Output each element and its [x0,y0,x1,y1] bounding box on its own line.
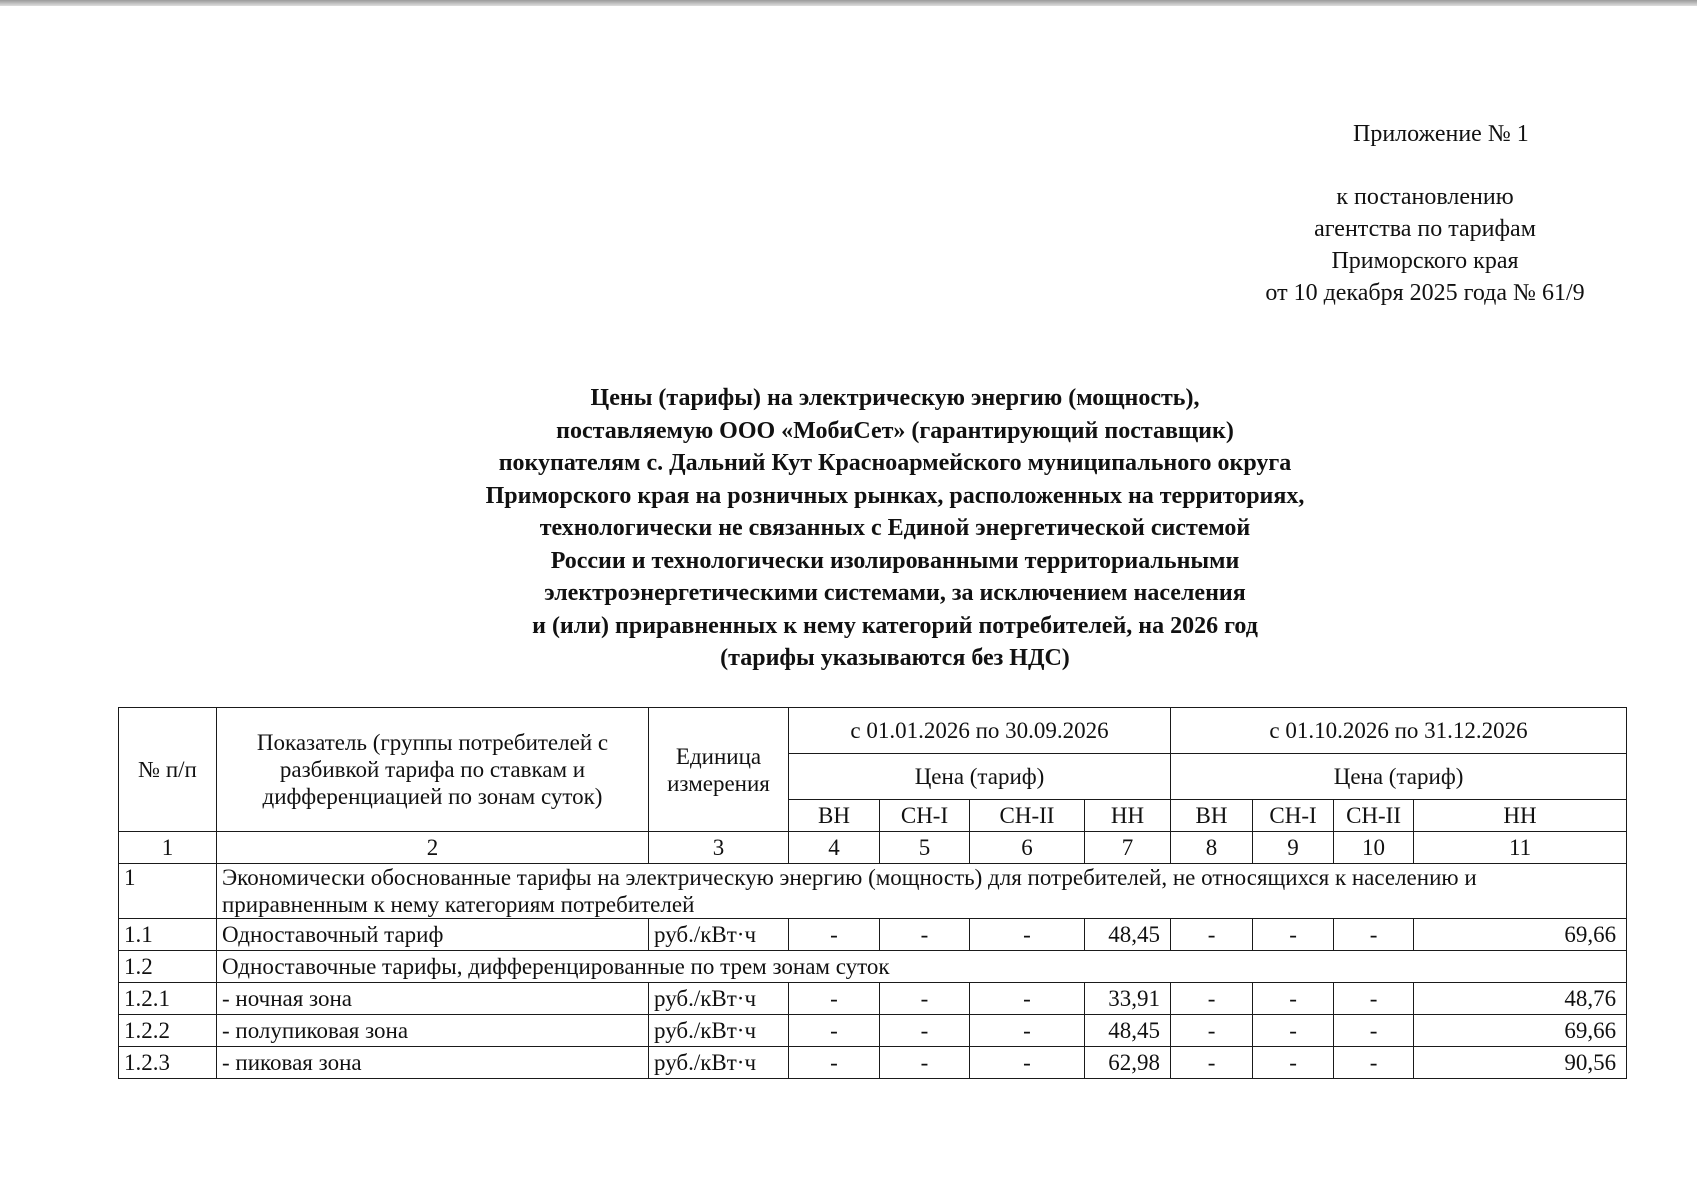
header-price-1: Цена (тариф) [789,754,1171,800]
row-value: 69,66 [1414,1015,1627,1047]
tariff-table [118,707,1627,1079]
title-line: Цены (тарифы) на электрическую энергию (мощность), [590,385,1200,411]
column-number: 6 [970,832,1085,864]
row-value: - [1334,983,1414,1015]
header-unit: Единица измерения [649,708,789,832]
header-level: СН-I [880,800,970,832]
table-row [119,919,1627,951]
header-level: НН [1414,800,1627,832]
column-number-row [119,832,1627,864]
row-value: - [1253,1015,1334,1047]
row-num: 1.2 [119,951,217,983]
row-value: - [789,1015,880,1047]
row-value: - [880,1015,970,1047]
title-line: и (или) приравненных к нему категорий потребителей, на 2026 год [532,612,1258,639]
column-number: 1 [119,832,217,864]
title-line: (тарифы указываются без НДС) [720,645,1070,671]
row-value: 48,76 [1414,983,1627,1015]
row-unit: руб./кВт·ч [649,1047,789,1079]
header-level: ВН [1171,800,1253,832]
row-value: - [1171,919,1253,951]
title-line: покупателям с. Дальний Кут Красноармейского муниципального округа [498,450,1292,476]
column-number: 10 [1334,832,1414,864]
row-value: - [1334,919,1414,951]
row-value: 69,66 [1414,919,1627,951]
section-text: Экономически обоснованные тарифы на электрическую энергию (мощность) для потребителей, не относящихся к населению и приравненным к нему категориям потребителей [217,864,1627,919]
header-level: СН-II [1334,800,1414,832]
header-num: № п/п [119,708,217,832]
row-value: - [970,983,1085,1015]
header-period-2: с 01.10.2026 по 31.12.2026 [1171,708,1627,754]
column-number: 3 [649,832,789,864]
header-indicator: Показатель (группы потребителей с разбивкой тарифа по ставкам и дифференциацией по зонам суток) [217,708,649,832]
appendix-number: Приложение № 1 [1353,121,1529,147]
title-line: Приморского края на розничных рынках, расположенных на территориях, [485,482,1305,509]
row-value: - [1171,983,1253,1015]
title-line: России и технологически изолированными территориальными [550,547,1240,574]
column-number: 5 [880,832,970,864]
header-period-1: с 01.01.2026 по 30.09.2026 [789,708,1171,754]
row-num: 1.1 [119,919,217,951]
row-value: 33,91 [1085,983,1171,1015]
row-value: - [1253,983,1334,1015]
row-value: - [1171,1015,1253,1047]
appendix-line-4: от 10 декабря 2025 года № 61/9 [1265,280,1585,306]
row-num: 1 [119,864,217,919]
row-value: - [789,1047,880,1079]
row-name: Одноставочный тариф [217,919,649,951]
row-num: 1.2.3 [119,1047,217,1079]
header-level: НН [1085,800,1171,832]
row-value: - [789,919,880,951]
row-num: 1.2.2 [119,1015,217,1047]
row-unit: руб./кВт·ч [649,983,789,1015]
row-value: - [1253,1047,1334,1079]
row-name: - ночная зона [217,983,649,1015]
row-value: - [880,919,970,951]
row-value: 90,56 [1414,1047,1627,1079]
row-value: - [970,919,1085,951]
appendix-line-3: Приморского края [1331,248,1519,274]
row-value: - [880,1047,970,1079]
row-value: - [1171,1047,1253,1079]
table-row [119,983,1627,1015]
row-num: 1.2.1 [119,983,217,1015]
row-value: - [1253,919,1334,951]
appendix-line-1: к постановлению [1336,184,1514,210]
row-value: 48,45 [1085,919,1171,951]
title-line: поставляемую ООО «МобиСет» (гарантирующий поставщик) [556,417,1234,444]
header-level: СН-I [1253,800,1334,832]
column-number: 2 [217,832,649,864]
row-name: - полупиковая зона [217,1015,649,1047]
row-value: - [970,1047,1085,1079]
header-price-2: Цена (тариф) [1171,754,1627,800]
scan-edge [0,0,1697,6]
column-number: 4 [789,832,880,864]
column-number: 8 [1171,832,1253,864]
section-row [119,864,1627,919]
title-line: технологически не связанных с Единой энергетической системой [539,515,1251,541]
header-row-periods [119,708,1627,754]
section-text: Одноставочные тарифы, дифференцированные по трем зонам суток [217,951,1627,983]
row-value: - [789,983,880,1015]
column-number: 7 [1085,832,1171,864]
row-unit: руб./кВт·ч [649,919,789,951]
row-value: - [880,983,970,1015]
row-value: - [1334,1047,1414,1079]
title-line: электроэнергетическими системами, за исключением населения [544,580,1246,606]
section-row [119,951,1627,983]
row-unit: руб./кВт·ч [649,1015,789,1047]
column-number: 11 [1414,832,1627,864]
row-value: 48,45 [1085,1015,1171,1047]
table-row [119,1047,1627,1079]
appendix-line-2: агентства по тарифам [1314,216,1536,242]
row-value: 62,98 [1085,1047,1171,1079]
row-value: - [970,1015,1085,1047]
row-name: - пиковая зона [217,1047,649,1079]
header-level: ВН [789,800,880,832]
header-level: СН-II [970,800,1085,832]
row-value: - [1334,1015,1414,1047]
document-title [230,382,1560,675]
table-row [119,1015,1627,1047]
column-number: 9 [1253,832,1334,864]
appendix-block [1180,118,1670,309]
